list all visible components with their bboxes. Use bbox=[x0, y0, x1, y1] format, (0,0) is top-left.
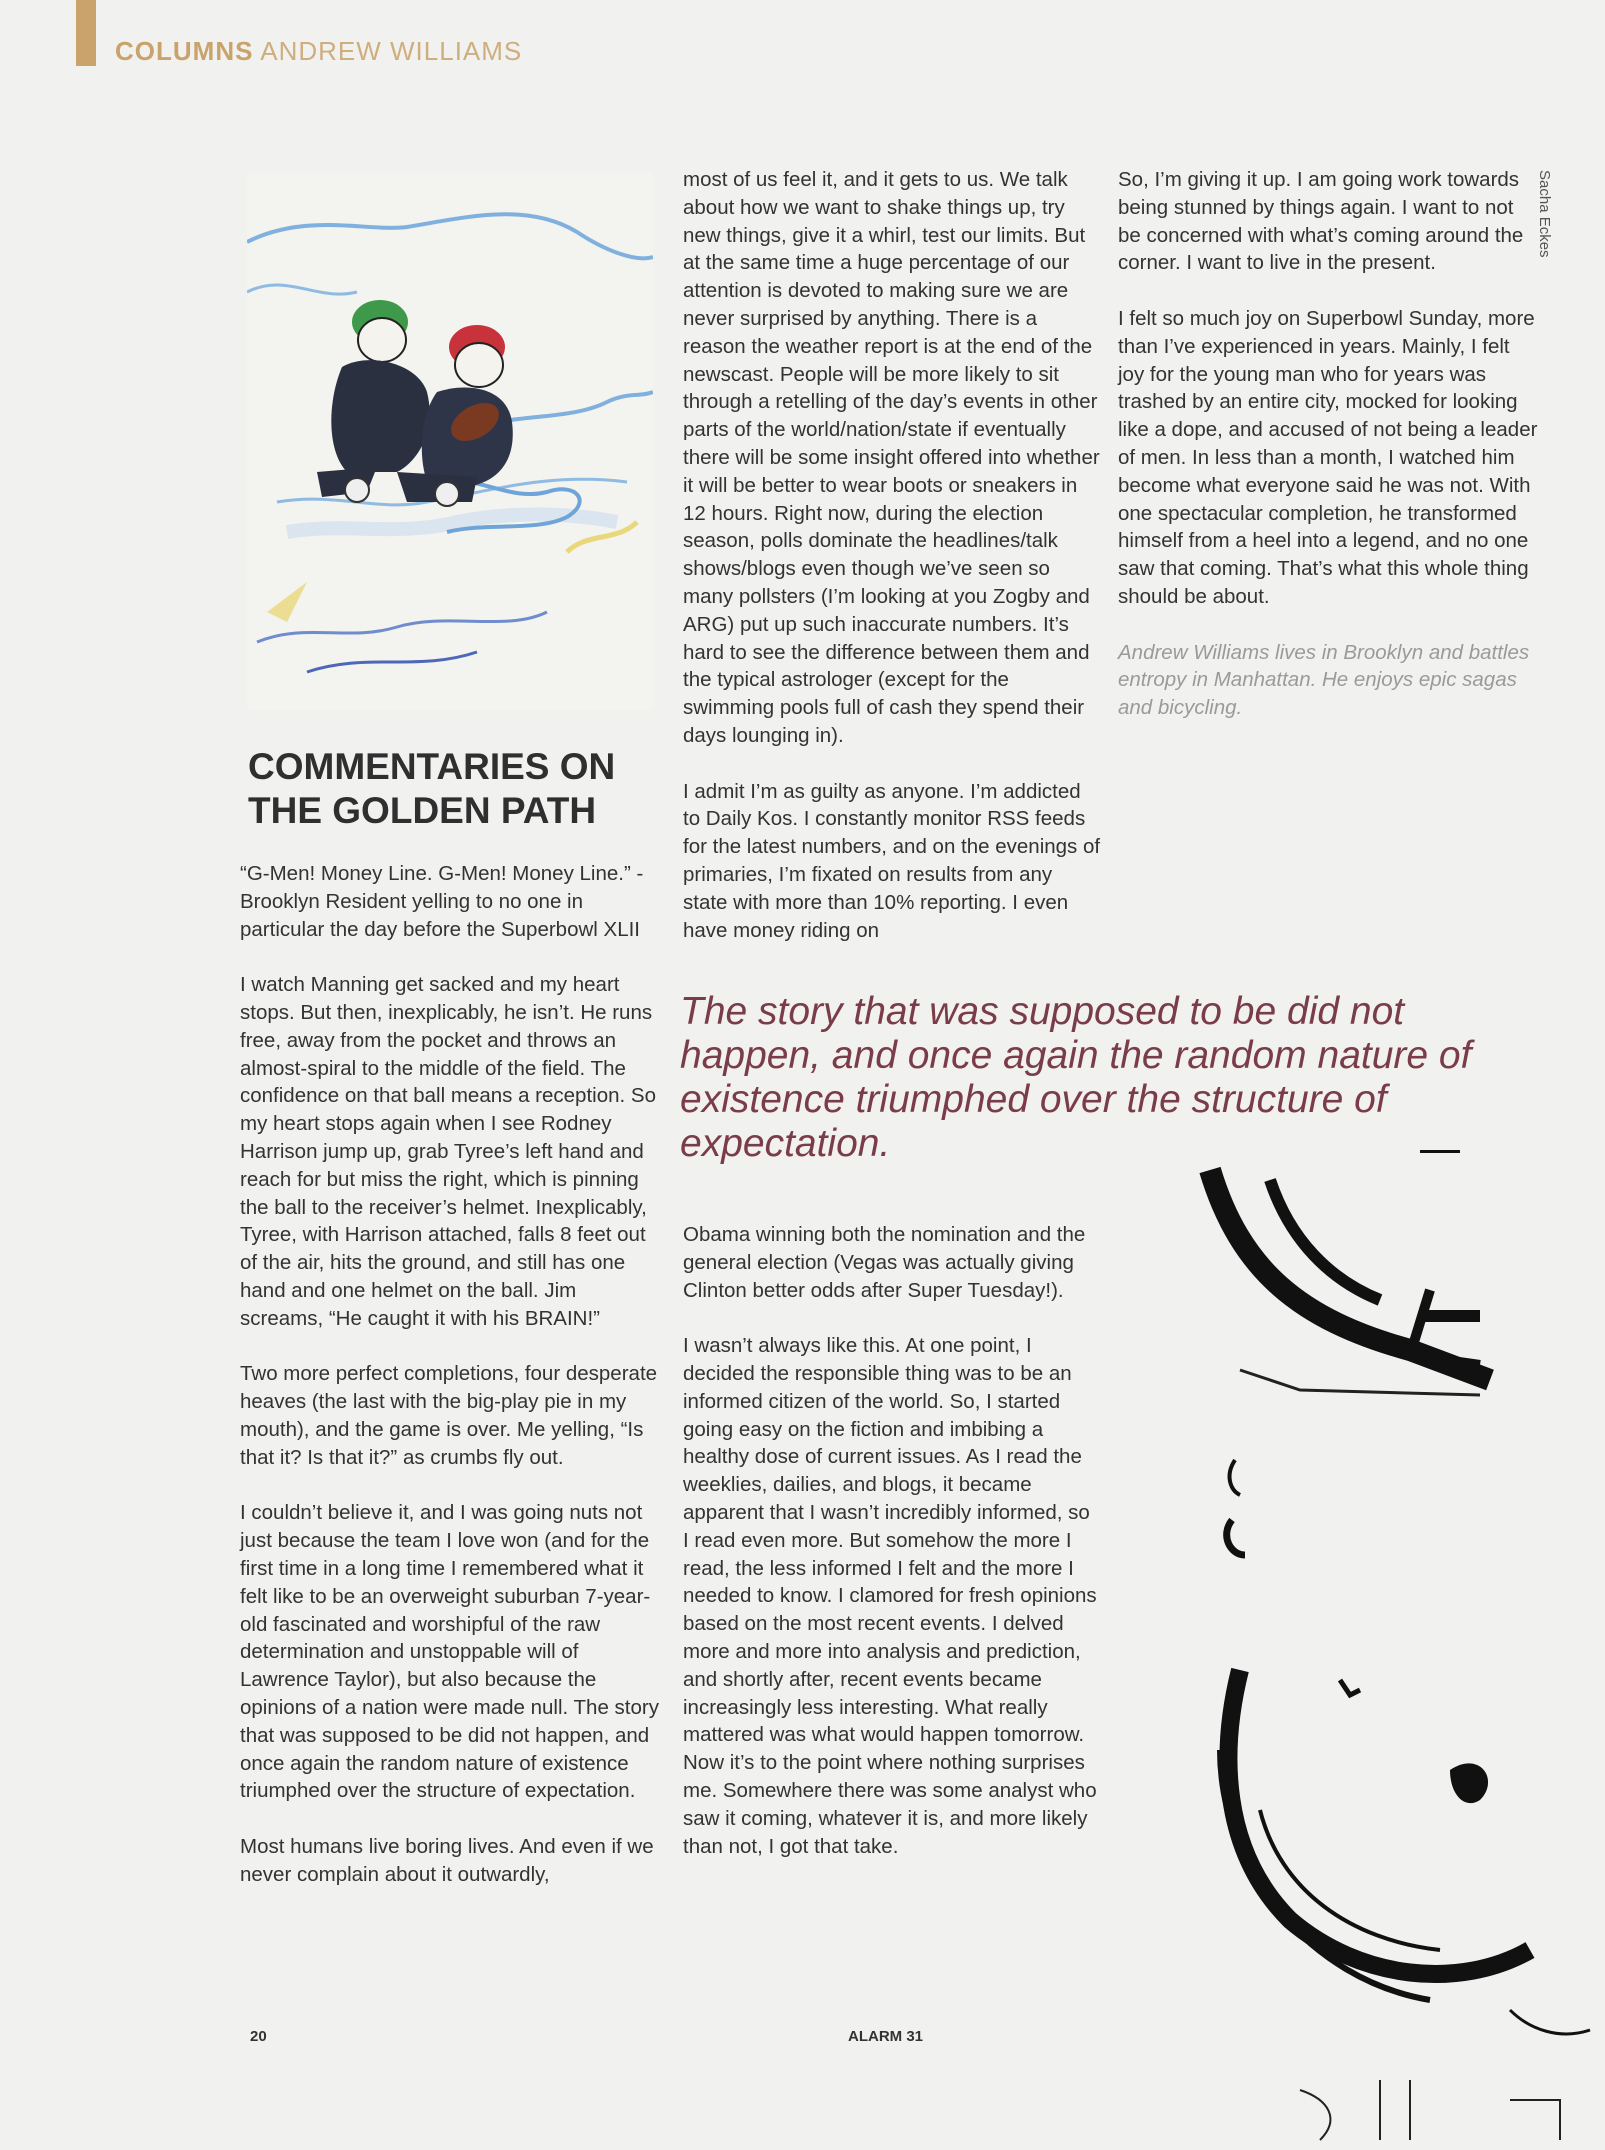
paragraph: Most humans live boring lives. And even if we never complain about it outwardly, bbox=[240, 1834, 654, 1886]
section-label: COLUMNS bbox=[115, 36, 254, 66]
article-headline: COMMENTARIES ON THE GOLDEN PATH bbox=[248, 746, 616, 831]
paragraph: Two more perfect completions, four desperate heaves (the last with the big-play pie in my mouth), and the game is over. Me yelling, “Is that it? Is that it?” as crumbs fly out. bbox=[240, 1362, 658, 1469]
football-illustration bbox=[247, 172, 653, 710]
column-2-top bbox=[683, 166, 1101, 944]
column-3 bbox=[1118, 166, 1538, 722]
photo-credit: Sacha Eckes bbox=[1536, 170, 1553, 258]
paragraph: I admit I’m as guilty as anyone. I’m addicted to Daily Kos. I constantly monitor RSS feeds for the latest numbers, and on the evenings of primaries, I’m fixated on results from any state with more than 10% reporting. I even have money riding on bbox=[683, 779, 1101, 942]
paragraph: I felt so much joy on Superbowl Sunday, more than I’ve experienced in years. Mainly, I felt joy for the young man who for years was trashed by an entire city, mocked for looking like a dope, and accused of not being a leader of men. In less than a month, I watched him become what everyone said he was not. With one spectacular completion, he transformed himself from a heel into a legend, and no one saw that coming. That’s what this whole thing should be about. bbox=[1118, 306, 1538, 608]
author-bio: Andrew Williams lives in Brooklyn and battles entropy in Manhattan. He enjoys epic sagas and bicycling. bbox=[1118, 640, 1530, 720]
paragraph: Obama winning both the nomination and the general election (Vegas was actually giving Clinton better odds after Super Tuesday!). bbox=[683, 1223, 1086, 1302]
magazine-issue: ALARM 31 bbox=[848, 2028, 924, 2045]
paragraph: I wasn’t always like this. At one point, I decided the responsible thing was to be an informed citizen of the world. So, I started going easy on the fiction and imbibing a healthy dose of current issues. As I read the weeklies, dailies, and blogs, it became apparent that I wasn’t incredibly informed, so I read even more. But somehow the more I read, the less informed I felt and the more I needed to know. I clamored for fresh opinions based on the most recent events. I delved more and more into analysis and prediction, and shortly after, recent events became increasingly less interesting. What really mattered was what would happen tomorrow. Now it’s to the point where nothing surprises me. Somewhere there was some analyst who saw it coming, whatever it is, and more likely than not, I got that take. bbox=[683, 1334, 1097, 1858]
paragraph: So, I’m giving it up. I am going work towards being stunned by things again. I want to not be concerned with what’s coming around the corner. I want to live in the present. bbox=[1118, 168, 1524, 275]
column-2-bottom bbox=[683, 1221, 1101, 1860]
paragraph: I watch Manning get sacked and my heart stops. But then, inexplicably, he isn’t. He runs free, away from the pocket and throws an almost-spiral to the middle of the field. The confidence on that ball means a reception. So my heart stops again when I see Rodney Harrison jump up, grab Tyree’s left hand and reach for but miss the right, which is pinning the ball to the receiver’s helmet. Inexplicably, Tyree, with Harrison attached, falls 8 feet out of the air, hits the ground, and still has one hand and one helmet on the ball. Jim screams, “He caught it with his BRAIN!” bbox=[240, 973, 656, 1330]
paragraph: most of us feel it, and it gets to us. We talk about how we want to shake things up, try new things, give it a whirl, test our limits. But at the same time a huge percentage of our attention is devoted to making sure we are never surprised by anything. There is a reason the weather report is at the end of the newscast. People will be more likely to sit through a retelling of the day’s events in other parts of the world/nation/state if eventually there will be some insight offered into whether it will be better to wear boots or sneakers in 12 hours. Right now, during the election season, polls dominate the headlines/talk shows/blogs even though we’ve seen so many pollsters (I’m looking at you Zogby and ARG) put up such inaccurate numbers. It’s hard to see the difference between them and the typical astrologer (except for the swimming pools full of cash they spend their days lounging in). bbox=[683, 168, 1100, 747]
pull-quote: The story that was supposed to be did not happen, and once again the random nature of existence triumphed over the structure of expectation. bbox=[680, 990, 1472, 1165]
page-number: 20 bbox=[250, 2028, 267, 2045]
column-1 bbox=[240, 860, 660, 1888]
header-author: ANDREW WILLIAMS bbox=[260, 36, 523, 66]
ink-stamp-artwork bbox=[1180, 1150, 1605, 2150]
section-tab bbox=[76, 0, 96, 66]
running-header bbox=[115, 36, 522, 67]
epigraph: “G-Men! Money Line. G-Men! Money Line.” - Brooklyn Resident yelling to no one in particular the day before the Superbowl XLII bbox=[240, 862, 644, 941]
paragraph: I couldn’t believe it, and I was going nuts not just because the team I love won (and for the first time in a long time I remembered what it felt like to be an overweight suburban 7-year-old fascinated and worshipful of the raw determination and unstoppable will of Lawrence Taylor), but also because the opinions of a nation were made null. The story that was supposed to be did not happen, and once again the random nature of existence triumphed over the structure of expectation. bbox=[240, 1501, 659, 1803]
